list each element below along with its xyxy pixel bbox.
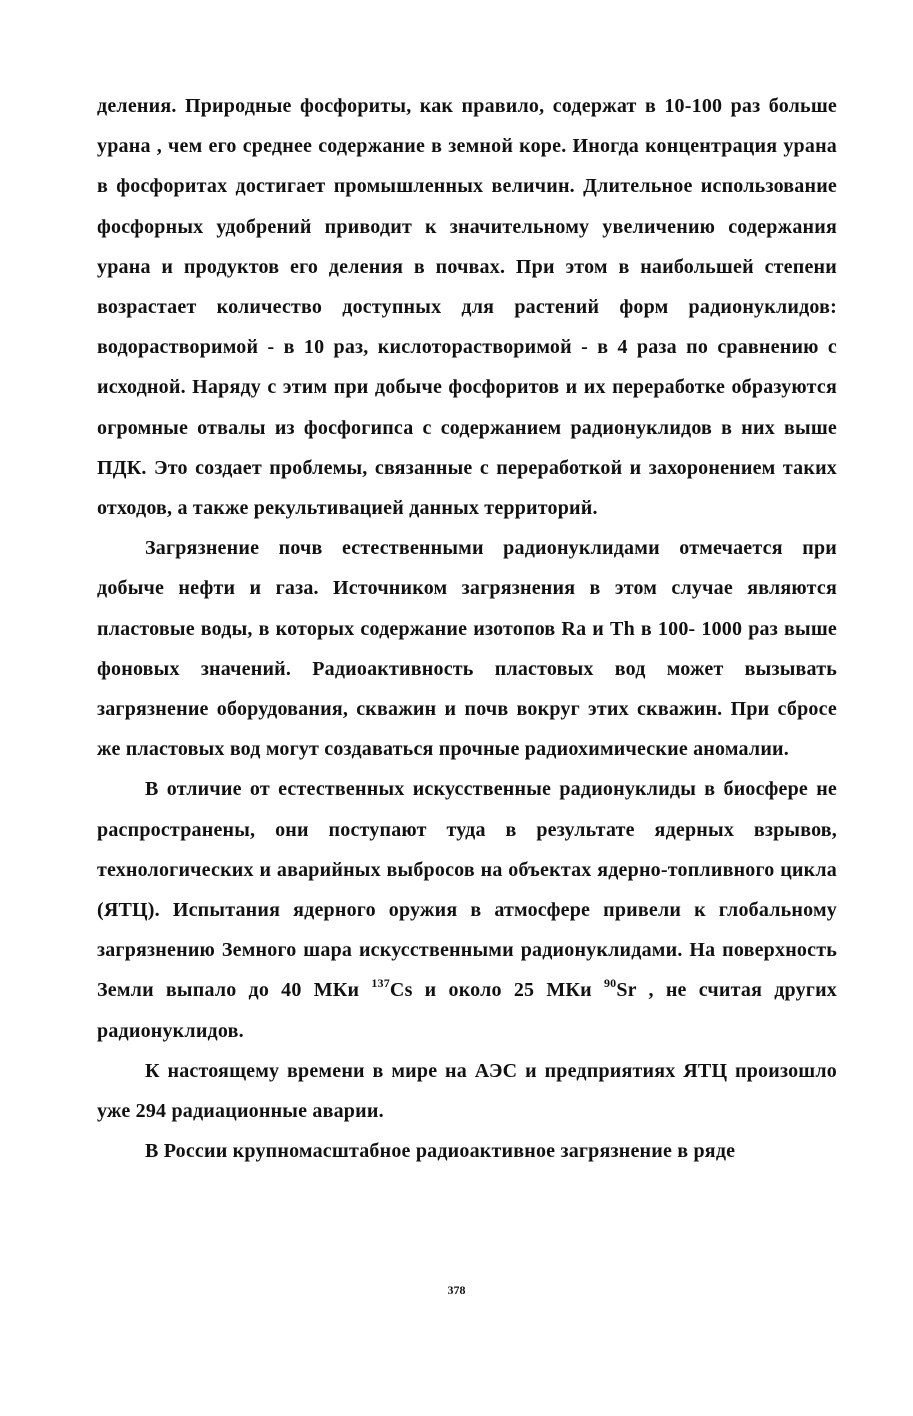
paragraph-phosphorites: деления. Природные фосфориты, как правило, содержат в 10-100 раз больше урана , чем его среднее содержание в земной коре. Иногда концентрация урана в фосфоритах достигает промышленных величин. Длительное использование фосфорных удобрений приводит к значительному увеличению содержания урана и продуктов его деления в почвах. При этом в наибольшей степени возрастает количество доступных для растений форм радионуклидов: водорастворимой - в 10 раз, кислоторастворимой - в 4 раза по сравнению с исходной. Наряду с этим при добыче фосфоритов и их переработке образуются огромные отвалы из фосфогипса с содержанием радионуклидов в них выше ПДК. Это создает проблемы, связанные с переработкой и захоронением таких отходов, а также рекультивацией данных территорий. bbox=[97, 95, 837, 520]
paragraph-text-part: , не считая других радионуклидов. bbox=[97, 979, 837, 1042]
cs-mass-number: 137 bbox=[371, 976, 390, 991]
paragraph-russia-contamination: В России крупномасштабное радиоактивное загрязнение в ряде bbox=[145, 1140, 736, 1163]
paragraph-text-part: В отличие от естественных искусственные радионуклиды в биосфере не распространены, они поступают туда в результате ядерных взрывов, технологических и аварийных выбросов на объектах ядерно-топливного цикла (ЯТЦ). Испытания ядерного оружия в атмосфере привели к глобальному загрязнению Земного шара искусственными радионуклидами. На поверхность Земли выпало до 40 МКи bbox=[97, 778, 837, 1002]
paragraph-accidents-count: К настоящему времени в мире на АЭС и предприятиях ЯТЦ произошло уже 294 радиационные аварии. bbox=[97, 1059, 837, 1123]
sr-element-symbol: Sr bbox=[616, 979, 637, 1002]
paragraph-oil-gas-contamination: Загрязнение почв естественными радионуклидами отмечается при добыче нефти и газа. Источником загрязнения в этом случае являются пластовые воды, в которых содержание изотопов Ra и Th в 100- 1000 раз выше фоновых значений. Радиоактивность пластовых вод может вызывать загрязнение оборудования, скважин и почв вокруг этих скважин. При сбросе же пластовых вод могут создаваться прочные радиохимические аномалии. bbox=[97, 537, 837, 761]
paragraph-artificial-radionuclides bbox=[97, 769, 837, 1050]
sr-mass-number: 90 bbox=[603, 976, 617, 991]
document-body bbox=[97, 86, 837, 1171]
cs-element-symbol: Cs bbox=[389, 979, 413, 1002]
page-number: 378 bbox=[447, 1283, 466, 1297]
paragraph-text-part: и около 25 МКи bbox=[412, 979, 604, 1002]
